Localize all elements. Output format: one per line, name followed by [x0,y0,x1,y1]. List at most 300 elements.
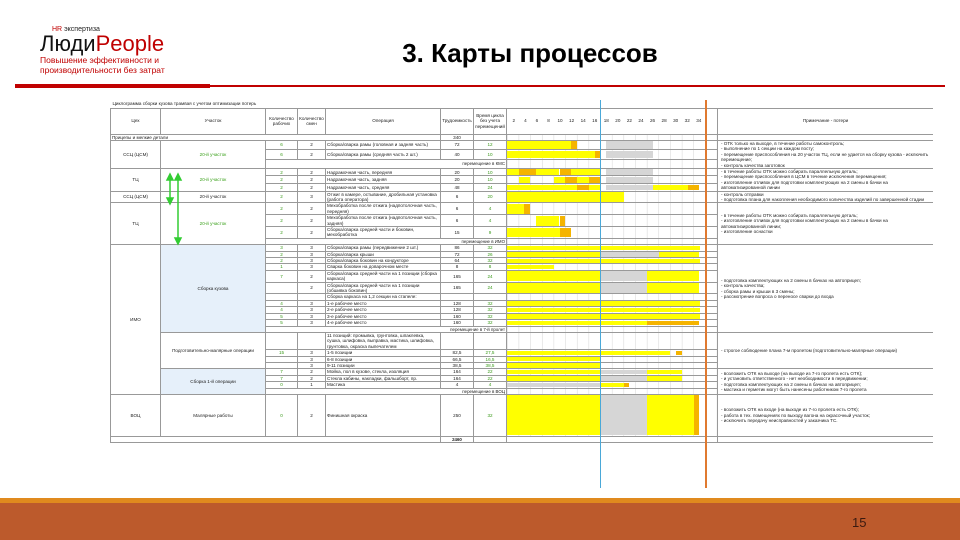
gantt-cell [507,140,718,149]
gantt-bar-work [507,169,519,175]
gantt-bar-transfer [647,321,700,325]
hour-label: 18 [603,118,609,124]
labor-cell: 86 [441,245,474,251]
operation-cell: 1-5 позиции [326,350,441,356]
gantt-bar-work [507,321,647,325]
workers-cell: 4 [266,307,298,313]
gantt-bar-idle [507,383,600,387]
labor-cell: 160 [441,320,474,326]
workers-cell: 7 [266,270,298,282]
note-line: - перемещение приспособления в ЦСМ в течение исключения перемещения; [721,174,887,180]
gantt-bar-work [507,395,600,435]
hour-label: 28 [661,118,667,124]
gantt-bar-transfer [524,204,530,214]
workers-cell: 2 [266,258,298,264]
cycle-cell: 12 [474,140,507,149]
hour-label: 34 [696,118,702,124]
gantt-bar-work [507,151,595,158]
labor-cell: 48 [441,184,474,192]
labor-cell: 64 [441,258,474,264]
shifts-cell: 3 [298,356,326,362]
labor-cell: 6 [441,191,474,203]
col-notes: Примечание - потери [718,108,934,134]
table-row [111,332,934,349]
shifts-cell: 2 [298,369,326,375]
col-cycle: Время цикла без учета перемещений [474,108,507,134]
labor-cell: 82,5 [441,350,474,356]
gantt-bar-transfer [624,383,630,387]
gantt-bar-transfer [565,177,577,183]
section-cell: Малярные работы [161,394,266,436]
workers-cell: 6 [266,150,298,159]
shifts-cell: 2 [298,168,326,176]
shifts-cell: 3 [298,300,326,306]
section-cell: Сборка 1-й операции [161,369,266,395]
gantt-bar-work [507,376,600,380]
cycle-cell: 32 [474,307,507,313]
total-labor: 2460 [441,436,474,442]
gantt-cell [507,191,718,203]
empty-cell [718,436,934,442]
gantt-bar-work [577,177,589,183]
note-line: - изготовление отливок для подготовки комплектующих на 2 смены в бачки на автоматизированной линии; [721,218,888,229]
gantt-bar-work [507,271,600,281]
gantt-bar-work [507,246,700,250]
shop-cell: ССЦ (ЦСМ) [111,140,161,168]
gantt-cell [507,159,718,168]
logo-tag: экспертиза [62,26,100,33]
gantt-cell [507,176,718,184]
notes-cell [718,168,934,191]
gantt-bar-idle [606,169,653,175]
title-rule [15,84,210,88]
operation-cell: Сборка/сварка рамы (головная и задняя часть) [326,140,441,149]
workers-cell: 2 [266,168,298,176]
cycle-cell: 22 [474,375,507,381]
table-title: Циклограмма сборки кузова трамвая с учетом оптимизации потерь [112,101,257,107]
shifts-cell: 3 [298,251,326,257]
cycle-cell: 16,5 [474,356,507,362]
operation-cell: Сборка/сварка рамы (передвижение 2 шт.) [326,245,441,251]
gantt-bar-work [507,351,670,355]
gantt-cell [507,184,718,192]
workers-cell: 0 [266,382,298,388]
cycle-cell: 24 [474,270,507,282]
cycle-cell: 32 [474,258,507,264]
col-gantt-hours [507,108,718,134]
note-line: - подготовка плана для накопления необходимого количества изделий по завершенной стадии [721,196,925,202]
transfer-label: перемещение в ИМО [266,238,507,244]
shifts-cell: 3 [298,350,326,356]
workers-cell: 15 [266,350,298,356]
workers-cell: 2 [266,203,298,215]
intro-label: Прицепы и мелкие детали [111,134,441,140]
gantt-cell [507,150,718,159]
shifts-cell: 2 [298,176,326,184]
workers-cell: 2 [266,215,298,227]
gantt-bar-idle [600,271,647,281]
notes-cell [718,191,934,203]
operation-cell: Сборка/сварка средней части на 1 позиции (обшивка боковин) [326,282,441,294]
note-line: - возложить ОТК на входе (на выходе из 7-го пролета есть ОТК); [721,407,859,413]
note-line: - строгое соблюдение плана 7-м пролетом (подготовительно-малярные операции) [721,347,898,353]
shifts-cell: 3 [298,245,326,251]
gantt-bar-work [507,301,700,305]
shifts-cell: 3 [298,313,326,319]
gantt-bar-idle [606,141,653,148]
col-shop: Цех [111,108,161,134]
shifts-cell: 2 [298,227,326,239]
gantt-bar-work [507,185,577,191]
table-row [111,191,934,203]
gantt-cell [507,282,718,294]
note-line: - и установить ответственного - нет необходимости в передвижении; [721,376,868,382]
notes-cell [718,369,934,395]
gantt-bar-work [507,363,600,367]
transfer-label: перемещение в ВОЦ [266,388,507,394]
gantt-bar-work [507,265,554,269]
note-line: - ОТК только на выходе, в течение работы самоконтроль; [721,140,845,146]
col-labor: Трудоемкость [441,108,474,134]
note-line: - выполнение по 1 секции на каждом посту; [721,146,815,152]
operation-cell: Мехобработка после отжига (надпотолочная часть, задняя) [326,215,441,227]
workers-cell: 3 [266,245,298,251]
gantt-bar-work [507,141,571,148]
total-row [111,436,934,442]
notes-cell [718,203,934,245]
operation-cell: Мойка, пол в кузове, стекла, изоляция [326,369,441,375]
cycle-cell: 4 [474,203,507,215]
labor-cell: 72 [441,140,474,149]
col-section: Участок [161,108,266,134]
page-number: 15 [852,515,867,530]
gantt-bar-work [536,169,559,175]
operation-cell: Сборка/сварка боковин на кондукторе [326,258,441,264]
shifts-cell: 2 [298,150,326,159]
hour-label: 30 [673,118,679,124]
col-workers: Количество рабочих [266,108,298,134]
cycle-cell: 8 [474,264,507,270]
gantt-bar-work [653,185,688,191]
operation-cell: 11 позиций: промывка, грунтовка, шпаклевка, сушка, шлифовка, выправка, мастика, шлифовка, грунтовка, окраска выпечателем [326,332,441,349]
gantt-bar-work [519,177,531,183]
shifts-cell: 2 [298,282,326,294]
hour-label: 4 [524,118,527,124]
gantt-bar-idle [600,370,647,374]
gantt-cell [507,168,718,176]
operation-cell: Сборка каркаса на 1,2 секции на стапеле: [326,294,441,300]
shop-cell: ССЦ (ЦСМ) [111,191,161,203]
operation-cell: Мастика [326,382,441,388]
note-line: - контроль качества заготовок [721,162,785,168]
shifts-cell: 2 [298,375,326,381]
workers-cell: 1 [266,264,298,270]
cycle-cell: 32 [474,394,507,436]
gantt-bar-work [536,216,559,226]
gantt-cell [507,227,718,239]
hour-label: 6 [535,118,539,124]
cycle-cell: 32 [474,320,507,326]
table-row [111,168,934,176]
gantt-bar-work [600,383,623,387]
note-line: - подготовка комплектующих на 2 смены в бачках на автоприцеп; [721,381,861,387]
notes-cell [718,394,934,436]
labor-cell: 72 [441,251,474,257]
shifts-cell: 1 [298,382,326,388]
operation-cell: Надрамочная часть, передняя [326,168,441,176]
cycle-cell: 20 [474,191,507,203]
labor-cell: 6 [441,215,474,227]
gantt-bar-idle [600,283,647,293]
cycle-cell: 9 [474,227,507,239]
logo-tag-hr: HR [52,26,63,33]
cycle-cell: 26 [474,251,507,257]
labor-cell: 4 [441,382,474,388]
workers-cell [266,282,298,294]
workers-cell: 2 [266,227,298,239]
table-row [111,140,934,149]
gantt-bar-work [507,259,700,263]
shop-cell: ВОЦ [111,394,161,436]
operation-cell: Стекла кабины, накладки, фальшборт, пр. [326,375,441,381]
labor-cell: 250 [441,394,474,436]
section-cell: 20-й участок [161,140,266,168]
hour-label: 24 [638,118,644,124]
gantt-bar-work [647,395,694,435]
gantt-bar-idle [600,395,647,435]
labor-cell: 38,5 [441,362,474,368]
gantt-cell [507,203,718,215]
gantt-bar-work [659,252,700,256]
gantt-bar-work [647,283,700,293]
operation-cell: Отжиг в камере, остывание, дробильная установка (работа оператора) [326,191,441,203]
logo-subtitle-1: Повышение эффективности и [40,55,159,65]
gantt-bar-idle [606,177,653,183]
shop-cell: ТЦ [111,203,161,245]
shifts-cell [298,332,326,349]
cycle-cell: 4 [474,215,507,227]
operation-cell: Финишная окраска [326,394,441,436]
operation-cell: 2-е рабочее место [326,307,441,313]
intro-labor: 340 [441,134,474,140]
transfer-label: перемещение в 7-й пролет [266,326,507,332]
gantt-bar-work [507,314,700,318]
notes-cell [718,140,934,168]
gantt-bar-idle [606,185,653,191]
labor-cell: 40 [441,150,474,159]
note-line: - рассмотрение вопроса о переносе сварки до входа [721,293,834,299]
hour-label: 26 [649,118,656,124]
operation-cell: 1-е рабочее место [326,300,441,306]
hour-label: 22 [626,118,632,124]
labor-cell: 165 [441,282,474,294]
note-line: - возложить ОТК на выходе (на выходе из 7-го пролета есть ОТК); [721,370,863,376]
gantt-bar-transfer [694,395,700,435]
note-line: - мастика и герметик могут быть нанесены работником 7-го пролета [721,387,867,393]
shifts-cell: 2 [298,215,326,227]
note-line: - исключить передачу неисправностей у заказчика ТС. [721,418,838,424]
gantt-bar-transfer [519,169,536,175]
gantt-marker-blue [600,100,602,488]
hour-label: 2 [512,118,516,124]
note-line: - подготовка комплектующих на 2 смены в бачках на автоприцеп; [721,277,861,283]
process-map-sheet [110,100,933,488]
gantt-bar-work [507,283,600,293]
workers-cell: 2 [266,176,298,184]
gantt-cell [507,394,718,436]
shifts-cell: 2 [298,140,326,149]
workers-cell: 5 [266,320,298,326]
gantt-bar-work [507,308,700,312]
operation-cell: 6-8 позиции [326,356,441,362]
hour-label: 20 [615,118,621,124]
labor-cell [441,332,474,349]
shifts-cell: 3 [298,307,326,313]
gantt-bar-transfer [571,141,577,148]
notes-cell [718,332,934,368]
gantt-bar-transfer [560,216,566,226]
gantt-marker-orange [705,100,707,488]
empty-cell [507,436,718,442]
logo-subtitle-2: производительности без затрат [40,65,165,75]
labor-cell: 8 [441,264,474,270]
labor-cell: 15 [441,227,474,239]
note-line: - перемещение приспособления на 20 участок ТЦ, если не удается на сборку кузова - исключить перемещение; [721,151,929,163]
footer-bar [0,503,960,540]
gantt-bar-work [571,169,600,175]
gantt-cell [507,270,718,282]
shifts-cell: 2 [298,184,326,192]
cycle-cell: 24 [474,282,507,294]
section-cell: Подготовительно-малярные операции [161,332,266,368]
operation-cell: Сварка боковин на доварочном месте [326,264,441,270]
note-line: - контроль отправки [721,191,764,197]
cycle-cell: 32 [474,245,507,251]
gantt-bar-work [507,204,524,214]
hour-label: 32 [684,118,690,124]
gantt-cell [507,215,718,227]
gantt-bar-work [507,192,624,202]
cycle-cell: 27,5 [474,350,507,356]
section-cell: 20-й участок [161,168,266,191]
operation-cell: Надрамочная часть, задняя [326,176,441,184]
shifts-cell: 3 [298,362,326,368]
workers-cell: 7 [266,369,298,375]
title-rule-thin [210,85,945,87]
gantt-bar-transfer [560,228,572,238]
gantt-bar-idle [600,252,658,256]
labor-cell: 20 [441,176,474,184]
cycle-cell: 10 [474,150,507,159]
section-cell: 20-й участок [161,203,266,245]
note-line: - работа в тех. помещениях по выходу вагона на окрасочный участок; [721,412,870,418]
gantt-bar-transfer [560,169,572,175]
operation-cell: Сборка/сварка рамы (средняя часть 2 шт.) [326,150,441,159]
notes-cell [718,245,934,333]
hour-label: 14 [580,118,586,124]
slide-title: 3. Карты процессов [402,38,658,68]
labor-cell: 128 [441,307,474,313]
labor-cell: 128 [441,300,474,306]
cycle-cell [474,332,507,349]
workers-cell: 2 [266,191,298,203]
gantt-bar-work [507,370,600,374]
operation-cell: 4-е рабочее место [326,320,441,326]
operation-cell: Сборка/сварка средней части и боковин, мехобработка [326,227,441,239]
gantt-bar-work [507,357,600,361]
hour-label: 10 [557,118,563,124]
gantt-bar-transfer [589,177,601,183]
gantt-bar-work [589,185,601,191]
workers-cell: 4 [266,300,298,306]
shifts-cell: 2 [298,394,326,436]
green-arrows-icon [160,100,190,260]
gantt-bar-idle [606,151,653,158]
cycle-cell: 32 [474,300,507,306]
gantt-bar-work [647,376,682,380]
logo-name-ru: Люди [40,31,96,56]
note-line: - контроль качества; [721,283,765,289]
labor-cell: 160 [441,313,474,319]
workers-cell: 5 [266,313,298,319]
note-line: - в течение работы ОТК можно собирать параллельную деталь; [721,212,858,218]
process-map-table [110,100,933,443]
gantt-bar-work [647,370,682,374]
gantt-bar-transfer [688,185,700,191]
operation-cell: Надрамочная часть, средняя [326,184,441,192]
workers-cell: 7 [266,375,298,381]
gantt-bar-transfer [577,185,589,191]
hour-label: 8 [547,118,550,124]
cycle-cell: 4 [474,382,507,388]
gantt-cell [507,332,718,349]
note-line: - в течение работы ОТК можно собирать параллельную деталь; [721,168,858,174]
logo-name-en: People [95,31,165,56]
cycle-cell: 10 [474,176,507,184]
workers-cell: 6 [266,140,298,149]
operation-cell: 3-е рабочее место [326,313,441,319]
labor-cell: 66,5 [441,356,474,362]
labor-cell: 164 [441,369,474,375]
logo [40,26,165,75]
hour-label: 12 [569,118,575,124]
gantt-bar-transfer [676,351,682,355]
operation-cell: Сборка/сварка средней части на 1 позиции (сборка каркаса) [326,270,441,282]
shifts-cell: 3 [298,191,326,203]
shop-cell: ИМО [111,245,161,395]
workers-cell: 2 [266,251,298,257]
note-line: - изготовление отливок для подготовки комплектующих на 2 смены в бачки на автоматизированной линии [721,179,888,191]
shifts-cell: 2 [298,203,326,215]
gantt-bar-work [507,228,560,238]
section-cell: Сборка кузова [161,245,266,333]
gantt-bar-work [507,252,600,256]
operation-cell: Сборка/сварка крыши [326,251,441,257]
gantt-bar-work [647,271,700,281]
note-line: - сборка рамы и крыши в 3 смены; [721,288,795,294]
table-row [111,203,934,215]
shop-cell: ТЦ [111,168,161,191]
shifts-cell: 3 [298,264,326,270]
shifts-cell: 3 [298,258,326,264]
hour-label: 16 [592,118,598,124]
note-line: - изготовление оснастки [721,229,773,235]
workers-cell: 0 [266,394,298,436]
labor-cell: 20 [441,168,474,176]
shifts-cell: 3 [298,320,326,326]
empty-cell [111,436,441,442]
workers-cell [266,332,298,349]
